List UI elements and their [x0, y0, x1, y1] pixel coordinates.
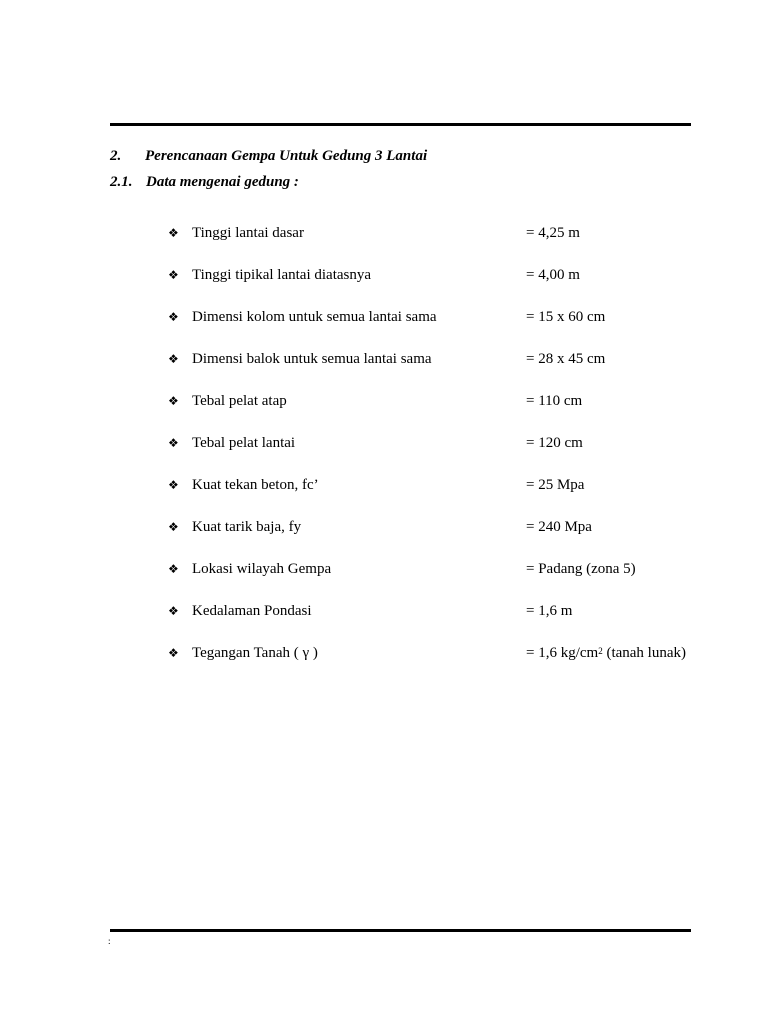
item-value-main: = 1,6 kg/cm — [526, 645, 599, 661]
item-value: = 4,00 m — [526, 267, 580, 283]
diamond-bullet-icon: ❖ — [168, 478, 179, 492]
list-item — [168, 476, 708, 498]
item-value — [526, 644, 686, 662]
list-item — [168, 308, 708, 330]
diamond-bullet-icon: ❖ — [168, 394, 179, 408]
item-label: Lokasi wilayah Gempa — [192, 561, 332, 577]
item-value: = 120 cm — [526, 435, 583, 451]
item-label: Kedalaman Pondasi — [192, 603, 312, 619]
list-item — [168, 560, 708, 582]
section-number: 2. — [110, 148, 122, 164]
item-value: = 240 Mpa — [526, 519, 592, 535]
list-item — [168, 644, 708, 666]
diamond-bullet-icon: ❖ — [168, 352, 179, 366]
list-item — [168, 266, 708, 288]
list-item — [168, 518, 708, 540]
list-item — [168, 224, 708, 246]
diamond-bullet-icon: ❖ — [168, 604, 179, 618]
item-label: Kuat tekan beton, fc’ — [192, 477, 319, 493]
item-label: Tinggi lantai dasar — [192, 225, 304, 241]
diamond-bullet-icon: ❖ — [168, 226, 179, 240]
item-label: Tebal pelat lantai — [192, 435, 296, 451]
item-label: Dimensi balok untuk semua lantai sama — [192, 351, 432, 367]
diamond-bullet-icon: ❖ — [168, 436, 179, 450]
item-value: = 15 x 60 cm — [526, 309, 606, 325]
diamond-bullet-icon: ❖ — [168, 562, 179, 576]
item-value: = 1,6 m — [526, 603, 573, 619]
item-label: Tinggi tipikal lantai diatasnya — [192, 267, 372, 283]
item-label: Tegangan Tanah ( γ ) — [192, 645, 318, 661]
footer-rule — [110, 929, 691, 932]
list-item — [168, 392, 708, 414]
item-label: Tebal pelat atap — [192, 393, 287, 409]
list-item — [168, 434, 708, 456]
item-value: = 110 cm — [526, 393, 583, 409]
subsection-title: Data mengenai gedung : — [146, 174, 299, 190]
item-value-superscript: 2 — [598, 646, 603, 656]
item-label: Kuat tarik baja, fy — [192, 519, 302, 535]
list-item — [168, 350, 708, 372]
diamond-bullet-icon: ❖ — [168, 268, 179, 282]
diamond-bullet-icon: ❖ — [168, 520, 179, 534]
item-value: = 25 Mpa — [526, 477, 585, 493]
item-value: = Padang (zona 5) — [526, 561, 636, 577]
item-value: = 28 x 45 cm — [526, 351, 606, 367]
footer-mark: : — [108, 936, 111, 946]
item-label: Dimensi kolom untuk semua lantai sama — [192, 309, 437, 325]
section-title: Perencanaan Gempa Untuk Gedung 3 Lantai — [145, 148, 428, 164]
diamond-bullet-icon: ❖ — [168, 646, 179, 660]
subsection-number: 2.1. — [110, 174, 133, 190]
list-item — [168, 602, 708, 624]
item-value-tail: (tanah lunak) — [602, 645, 687, 661]
diamond-bullet-icon: ❖ — [168, 310, 179, 324]
item-value: = 4,25 m — [526, 225, 580, 241]
